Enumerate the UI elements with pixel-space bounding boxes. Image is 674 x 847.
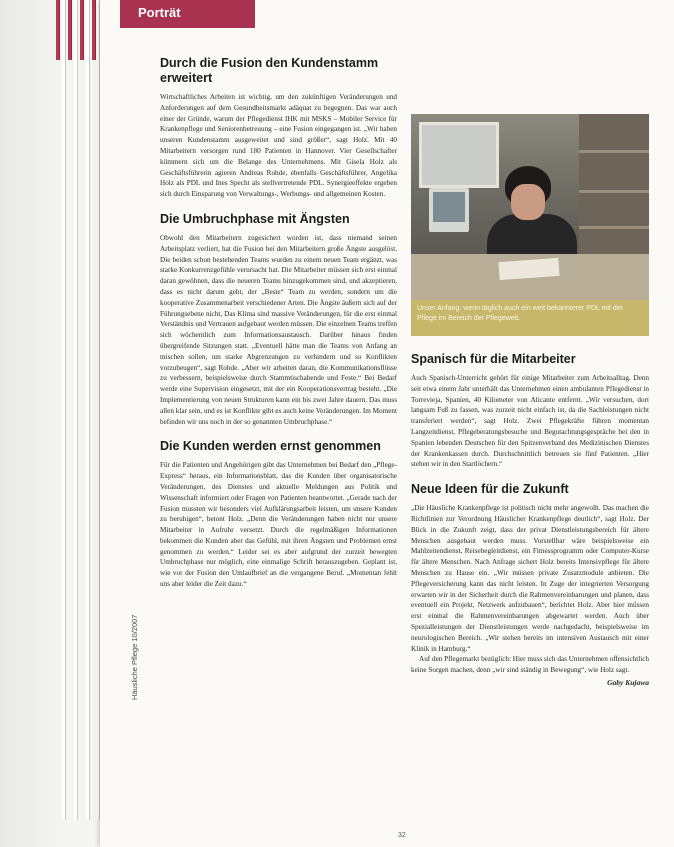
section-tab: Porträt: [120, 0, 255, 28]
heading-kunden: Die Kunden werden ernst genommen: [160, 439, 381, 454]
paragraph-umbruchphase: Obwohl den Mitarbeitern zugesichert worden ist, dass niemand seinen Arbeitsplatz verliert, hat die Fusion bei den Mitarbeitern große Ängste ausgelöst. Die beiden schon bestehenden Teams wurden zu einem neuen Team ergänzt, was starke Konkurrenzgefühle verursacht hat. Die Mitarbeiter müssen sich erst einmal daran gewöhnen, dass die neueren Teams hinzugekommen sind, und akzeptieren, dass es nicht darum geht, der „Beste“ Team zu werden, sondern um die kooperative Zusammenarbeit verschiedener Arten. Die Ängste äußern sich auf der Führungsebene nicht, Das Klima sind massive Veränderungen, für die erst einmal Verständnis und Vertrauen aufgebaut werden müssen. Die einzelnen Teams treffen sich wöchentlich zum Informationsaustausch. Darüber hinaus finden übergreifende Sitzungen statt. „Eventuell hätte man die Teams von Anfang an mischen sollen, um starke Abgrenzungen zu verhindern und so Konflikten vorzubeugen“, sagt Rohde. „Aber wir arbeiten daran, die Kommunikationsflüsse zu verbessern, beispielsweise durch Stammtischabende und Feste.“ Bei Bedarf werde eine Supervision eingesetzt, mit der ein Kooperationsvertrag besteht. „Die Implementierung von neuen Strukturen kann ein bis zwei Jahre dauern. Das muss allen klar sein, und es ist Konflikte gibt es auch keine Veränderungen. Im Moment befinden wir uns noch in der so genannten Umbruchphase.“: [160, 233, 397, 426]
page-edge: [74, 0, 78, 820]
heading-spanisch: Spanisch für die Mitarbeiter: [411, 352, 576, 366]
page-edge: [68, 0, 72, 60]
faded-headline: [411, 56, 649, 108]
book-spine-shadow: [0, 0, 56, 847]
heading-fusion: Durch die Fusion den Kundenstamm erweitert: [160, 56, 379, 85]
heading-umbruchphase: Die Umbruchphase mit Ängsten: [160, 211, 350, 226]
paragraph-kunden: Für die Patienten und Angehörigen gibt das Unternehmen bei Bedarf den „Pflege-Express“ heraus, ein Informationsblatt, das die Kunden über organisatorische Veränderungen, des Dienstes und aktuelle Meldungen aus Politik und Wissenschaft informiert oder Fragen von Patienten beantwortet. „Gerade nach der Fusion mussten wir besonders viel Aufklärungsarbeit leisten, um unsere Kunden zu beruhigen“, betont Holz. „Denn die Veränderungen haben nicht nur unsere Mitarbeiter in Aufruhr versetzt. Durch die regelmäßigen Informationen bekommen die Kunden aber das Gefühl, mit ihren Ängsten und Problemen ernst genommen zu werden.“ Leider sei es aber aufgrund der zurzeit bewegten Umbruchphase nur möglich, eine einmalige Schrift herauszugeben. Geplant ist, wie vor der Fusion den Umlaufbrief an die vergangene Beruf. „Momentan fehlt uns aber leider die Zeit dazu.“: [160, 461, 397, 589]
page-edge: [80, 0, 84, 60]
page-edge: [62, 0, 66, 820]
page-edges: [54, 0, 104, 847]
paragraph-neue-ideen: „Die Häusliche Krankenpflege ist politisch nicht mehr angewollt. Das machen die Richtlinien zur Verordnung Häuslicher Krankenpflege deutlich“, sagt Holz. Der Blick in die Zukunft zeigt, dass der privat Dienstleistungsbereich für ältere Menschen ausgebaut werden muss. Vorstellbar wäre beispielsweise ein Mahlzeitendienst, Reisebegleitdienst, ein Fitnessprogramm oder Computer-Kurse für ältere Menschen. Nach Anfrage sichert Holz bereits Intensivpflege für ältere Menschen zu Hause ein. „Wir müssen private Zusatzmodule anbieten. Die Pflegeversicherung kann das nicht leisten. In Zuge der integrierten Versorgung erwarten wir in der Sicherheit durch die Rahmenvereinbarungen und planen, dass eventuell ein Projekt, Netzwerk aufzubauen“, berichtet Holz. Aber hier müssen erst einmal die Rahmenvereinbarungen abgewartet werden. Auch über Spezialleistungen der Dienstleistungen werde nachgedacht, beispielsweise im neurologischen Bereich. „Wir stehen bereits im intensiven Austausch mit einer Klinik in Hamburg.“: [411, 504, 649, 653]
left-column: [160, 56, 397, 590]
paragraph-fusion: Wirtschaftliches Arbeiten ist wichtig, um den zukünftigen Veränderungen und Anforderungen auf dem Gesundheitsmarkt adäquat zu begegnen. Das war auch einer der Gründe, warum der Pflegedienst IHK mit MSKS – Mobiler Service für Krankenpflege und Seniorenbetreuung – eine Fusion eingegangen ist. „Wir haben unseren Kundenstamm ausgeweitet und sind größer“, sagt Holz. Mit 40 Mitarbeitern versorgen rund 180 Patienten in Hannover. Vier Gesellschafter kümmern sich um die Belange des Unternehmens. Mit Gisela Holz als Geschäftsführerin agieren Andreas Rohde, ebenfalls Geschäftsführer, Angelika Holz als PDL und Ines Specht als stellvertretende PDL. Synergieeffekte ergeben sich durch Einsparung von Verwaltungs-, Werbungs- und allgemeinen Kosten.: [160, 93, 397, 199]
page-edge: [56, 0, 60, 60]
paragraph-spanisch: Auch Spanisch-Unterricht gehört für einige Mitarbeiter zum Arbeitsalltag. Denn seit etwa einem Jahr unterhält das Unternehmen einen ambulanten Pflegedienst in Torrevieja, Spanien, 40 Kilometer von Alicante entfernt. „Wir versuchen, dort langsam Fuß zu fassen, was zurzeit nicht einfach ist, da die Sachleistungen nicht transferiert werden“, sagt Holz. Zwei Pflegekräfte führen momentan Langzeitdienst, Pflegeberatungsbesuche und Begutachtungsgespräche bei den in Spanien lebenden Deutschen für den Spitzenverband des Medizinischen Dienstes der Krankenkassen durch. Durchschnittlich betreuen sie fünf Patienten. „Hier stehen wir in den Startlöchern.“: [411, 374, 649, 469]
magazine-page: [100, 0, 674, 847]
photo-caption: Unser Anfang: wenn täglich auch ein weit bekannterer PDL mit der Pflege im Bereich der Pflegewelt.: [411, 300, 649, 336]
paragraph-closing: Auf den Pflegemarkt bezüglich: Hier muss sich das Unternehmen offensichtlich keine Sorgen machen, denn „wir sind ständig in Bewegung“, wie Holz sagt.: [411, 655, 650, 675]
page-number: 32: [398, 832, 406, 839]
right-column: [411, 56, 649, 687]
office-photo: [411, 114, 649, 300]
journal-issue-label: Häusliche Pflege 10/2007: [130, 614, 139, 700]
heading-neue-ideen: Neue Ideen für die Zukunft: [411, 482, 569, 497]
page-edge: [86, 0, 90, 820]
author-signature: Gaby Kujawa: [607, 677, 649, 687]
